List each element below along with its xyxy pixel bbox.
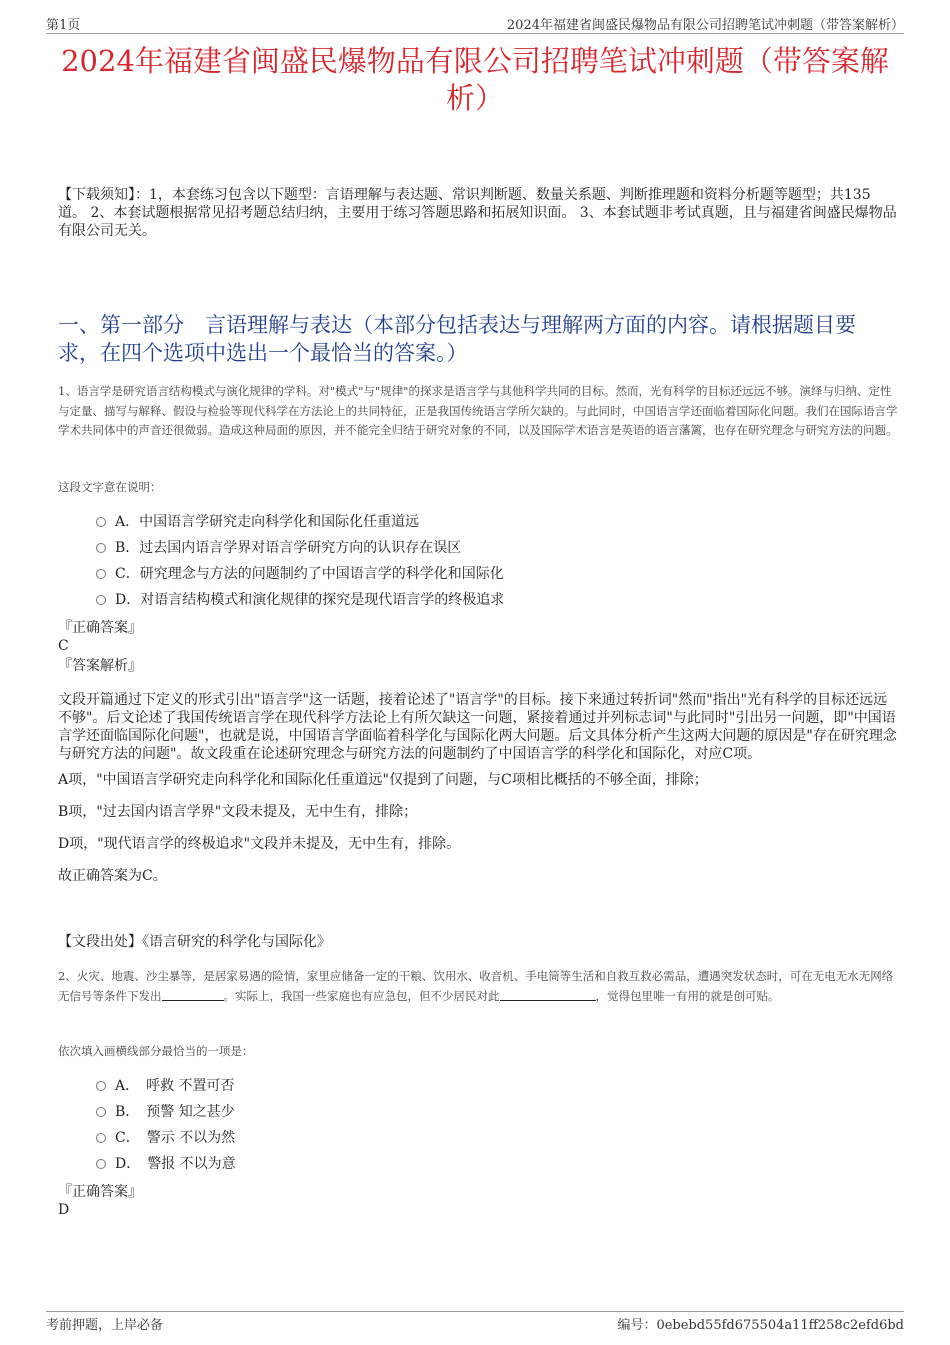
- q1-note-b: B项，"过去国内语言学界"文段未提及，无中生有，排除；: [58, 804, 418, 820]
- q1-note-d: D项，"现代语言学的终极追求"文段并未提及，无中生有，排除。: [58, 836, 461, 852]
- question-2-stem: 2、火灾、地震、沙尘暴等，是居家易遇的险情，家里应储备一定的干粮、饮用水、收音机、手电筒等生活和自救互救必需品，遭遇突发状态时，可在无电无水无网络无信号等条件下发出 。实际上，我国一些家庭也有应急包，但不少居民对此 ，觉得包里唯一有用的就是创可贴。: [58, 969, 894, 1003]
- section-heading: 一、第一部分 言语理解与表达（本部分包括表达与理解两方面的内容。请根据题目要求，在四个选项中选出一个最恰当的答案。）: [58, 313, 856, 365]
- q1-conclusion: 故正确答案为C。: [58, 868, 167, 884]
- question-1-prompt: 这段文字意在说明：: [58, 480, 162, 494]
- download-notice: 【下载须知】：1，本套练习包含以下题型：言语理解与表达题、常识判断题、数量关系题、判断推理题和资料分析题等题型；共135道。 2、本套试题根据常见招考题总结归纳，主要用于练习答题思路和拓展知识面。 3、本套试题非考试真题，且与福建省闽盛民爆物品有限公司无关。: [58, 187, 897, 239]
- radio-icon[interactable]: [96, 1107, 106, 1117]
- header-divider: [46, 33, 904, 34]
- radio-icon[interactable]: [96, 517, 106, 527]
- q1-option-c[interactable]: C．研究理念与方法的问题制约了中国语言学的科学化和国际化: [96, 565, 504, 583]
- radio-icon[interactable]: [96, 543, 106, 553]
- q1-option-a[interactable]: A．中国语言学研究走向科学化和国际化任重道远: [96, 513, 419, 531]
- q2-answer: D: [58, 1202, 70, 1218]
- q1-analysis-label: 『答案解析』: [58, 658, 142, 674]
- radio-icon[interactable]: [96, 1159, 106, 1169]
- q2-option-d[interactable]: D． 警报 不以为意: [96, 1155, 236, 1173]
- q2-option-c[interactable]: C． 警示 不以为然: [96, 1129, 235, 1147]
- q1-note-a: A项，"中国语言学研究走向科学化和国际化任重道远"仅提到了问题，与C项相比概括的不够全面，排除；: [58, 772, 708, 788]
- page-number: 第1页: [46, 18, 81, 33]
- q2-option-b[interactable]: B． 预警 知之甚少: [96, 1103, 235, 1121]
- footer-slogan: 考前押题，上岸必备: [46, 1318, 164, 1333]
- page-footer: [46, 1314, 904, 1334]
- radio-icon[interactable]: [96, 595, 106, 605]
- q1-option-b[interactable]: B．过去国内语言学界对语言学研究方向的认识存在误区: [96, 539, 461, 557]
- fill-blank-1: [162, 989, 224, 1001]
- question-2-prompt: 依次填入画横线部分最恰当的一项是：: [58, 1044, 254, 1058]
- q1-answer: C: [58, 638, 69, 654]
- q1-option-d[interactable]: D．对语言结构模式和演化规律的探究是现代语言学的终极追求: [96, 591, 504, 609]
- footer-serial: 编号：0ebebd55fd675504a11ff258c2efd6bd: [617, 1318, 904, 1333]
- radio-icon[interactable]: [96, 569, 106, 579]
- document-title: 2024年福建省闽盛民爆物品有限公司招聘笔试冲刺题（带答案解析）: [61, 44, 889, 115]
- q2-answer-label: 『正确答案』: [58, 1184, 142, 1200]
- header-title: 2024年福建省闽盛民爆物品有限公司招聘笔试冲刺题（带答案解析）: [506, 18, 904, 33]
- q1-source: 【文段出处】《语言研究的科学化与国际化》: [58, 934, 331, 950]
- q1-analysis: 文段开篇通过下定义的形式引出"语言学"这一话题，接着论述了"语言学"的目标。接下来通过转折词"然而"指出"光有科学的目标还远远不够"。后文论述了我国传统语言学在现代科学方法论上有所欠缺这一问题，紧接着通过并列标志词"与此同时"引出另一问题，即"中国语言学还面临国际化问题"，也就是说，中国语言学面临着科学化与国际化两大问题。后文具体分析产生这两大问题的原因是"存在研究理念与研究方法的问题"。故文段重在论述研究理念与研究方法的问题制约了中国语言学的科学化和国际化，对应C项。: [58, 692, 897, 762]
- radio-icon[interactable]: [96, 1133, 106, 1143]
- fill-blank-2: [500, 989, 596, 1001]
- footer-divider: [46, 1311, 904, 1312]
- q1-answer-label: 『正确答案』: [58, 620, 142, 636]
- radio-icon[interactable]: [96, 1081, 106, 1091]
- page-header: [46, 14, 904, 34]
- q2-option-a[interactable]: A． 呼救 不置可否: [96, 1077, 235, 1095]
- question-1-stem: 1、语言学是研究语言结构模式与演化规律的学科。对"模式"与"规律"的探求是语言学与其他科学共同的目标。然而，光有科学的目标还远远不够。演绎与归纳、定性与定量、描写与解释、假设与检验等现代科学在方法论上的共同特征，正是我国传统语言学所欠缺的。与此同时，中国语言学还面临着国际化问题。我们在国际语言学学术共同体中的声音还很微弱。造成这种局面的原因，并不能完全归结于研究对象的不同，以及国际学术语言是英语的语言藩篱，也存在研究理念与研究方法的问题。: [58, 384, 898, 437]
